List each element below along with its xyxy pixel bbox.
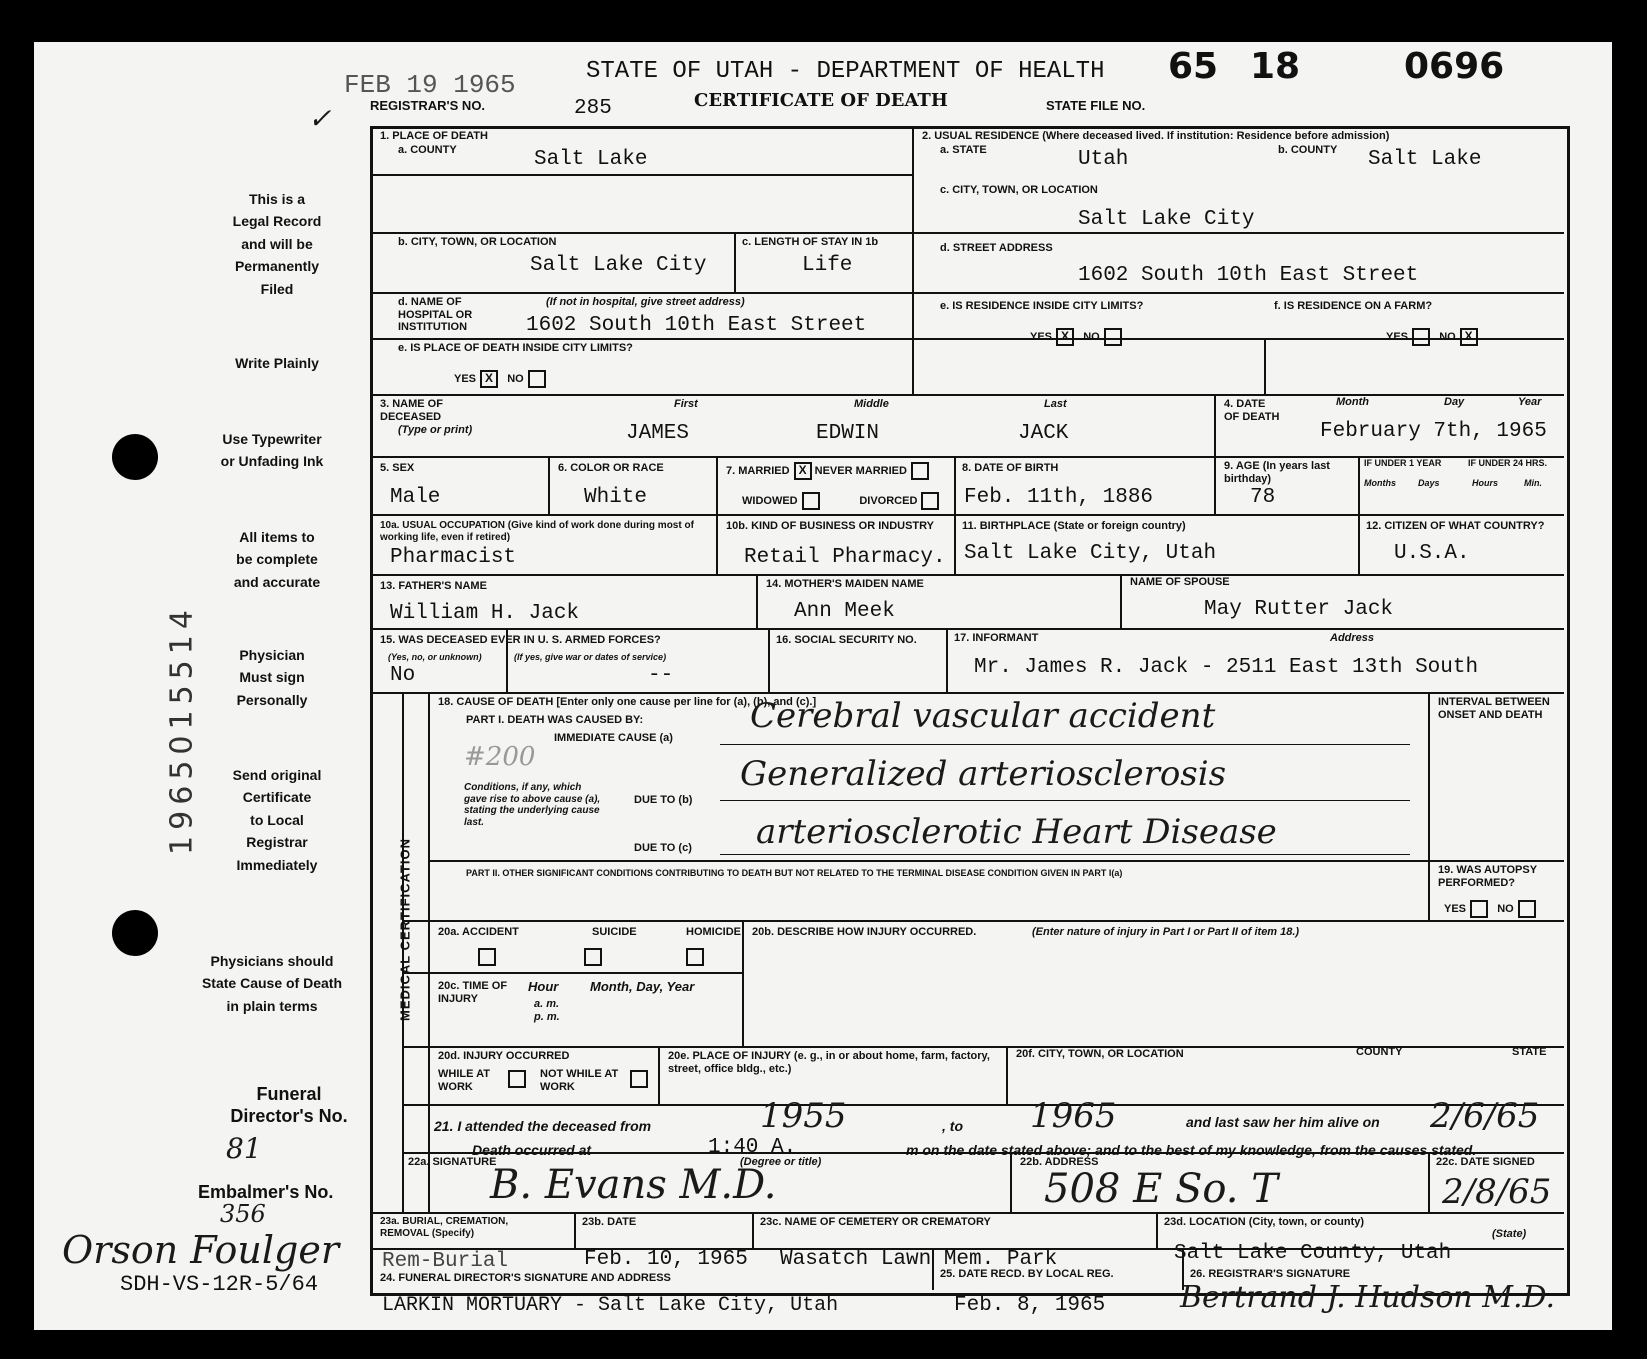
certificate-paper (34, 42, 1612, 1330)
sidebar-note-line: to Local (250, 811, 304, 828)
registrar-signature: Bertrand J. Hudson M.D. (1180, 1280, 1556, 1315)
label-physician-address: 22b. ADDRESS (1020, 1156, 1099, 1168)
label-service-note: (If yes, give war or dates of service) (514, 652, 667, 662)
label-res-county: b. COUNTY (1278, 144, 1338, 156)
label-days: Days (1418, 478, 1440, 488)
race: White (584, 486, 648, 509)
birthplace: Salt Lake City, Utah (964, 542, 1217, 565)
mother-name: Ann Meek (794, 600, 895, 623)
embalmer-no: 356 (220, 1200, 266, 1228)
sidebar-note-line: Physician (239, 647, 305, 663)
checkbox-res-yes[interactable]: X (1056, 328, 1074, 346)
sidebar-note-line: and will be (241, 235, 313, 252)
label-race: 6. COLOR OR RACE (558, 462, 664, 474)
sidebar-note-line: in plain terms (226, 997, 318, 1014)
label-date-of-death: 4. DATE OF DEATH (1224, 398, 1280, 423)
sidebar-note-line: Filed (260, 280, 294, 297)
label-death-city: b. CITY, TOWN, OR LOCATION (398, 236, 557, 248)
label-armed-forces: 15. WAS DECEASED EVER IN U. S. ARMED FORCES? (380, 634, 661, 646)
sidebar-note-line: All items to (239, 529, 315, 545)
checkbox-place-no[interactable] (528, 370, 546, 388)
medical-certification-label: MEDICAL CERTIFICATION (397, 838, 413, 1022)
checkbox-widowed[interactable] (802, 492, 820, 510)
checkbox-divorced[interactable] (921, 492, 939, 510)
label-sex: 5. SEX (380, 462, 415, 474)
embalmer-label: Embalmer's No. (198, 1182, 334, 1202)
label-part-2: PART II. OTHER SIGNIFICANT CONDITIONS CONTRIBUTING TO DEATH BUT NOT RELATED TO THE TERMINAL DISEASE CONDITION GIVEN IN PART I(a) (466, 868, 1123, 878)
sidebar-note-line: be complete (236, 551, 318, 568)
sidebar-note-line: Physicians should (210, 953, 334, 969)
label-name-deceased: 3. NAME OF DECEASED (380, 398, 443, 423)
res-city-limits-options: YES X NO (1030, 328, 1122, 346)
label-date-recd: 25. DATE RECD. BY LOCAL REG. (940, 1268, 1114, 1280)
checkbox-homicide[interactable] (686, 948, 704, 966)
label-conditions: Conditions, if any, which gave rise to above cause (a), stating the underlying cause last. (464, 782, 601, 828)
last-name: JACK (1018, 422, 1069, 445)
sidebar-note-line: Use Typewriter (222, 431, 322, 447)
label-res-city: c. CITY, TOWN, OR LOCATION (940, 184, 1098, 196)
checkbox-suicide[interactable] (584, 948, 602, 966)
label-date-signed: 22c. DATE SIGNED (1436, 1156, 1535, 1168)
burial-location: Salt Lake County, Utah (1174, 1242, 1452, 1265)
label-mdy: Month, Day, Year (590, 979, 695, 994)
label-time-of-injury: 20c. TIME OF INJURY (438, 980, 508, 1005)
punch-hole-top (112, 434, 158, 480)
label-middle: Middle (854, 398, 889, 410)
label-res-city-limits: e. IS RESIDENCE INSIDE CITY LIMITS? (940, 300, 1144, 312)
length-of-stay: Life (802, 254, 853, 277)
file-no-a: 65 (1168, 46, 1219, 87)
label-injury-city: 20f. CITY, TOWN, OR LOCATION (1016, 1048, 1184, 1060)
label-funeral-director: 24. FUNERAL DIRECTOR'S SIGNATURE AND ADDRESS (380, 1272, 671, 1284)
checkbox-farm-no[interactable]: X (1460, 328, 1478, 346)
checkbox-farm-yes[interactable] (1412, 328, 1430, 346)
punch-hole-bottom (112, 910, 158, 956)
sidebar-note-line: This is a (248, 191, 306, 207)
label-part-1: PART I. DEATH WAS CAUSED BY: (466, 714, 644, 726)
label-street: d. STREET ADDRESS (940, 242, 1053, 254)
checkbox-autopsy-no[interactable] (1518, 900, 1536, 918)
label-type-or-print: (Type or print) (398, 424, 473, 436)
checkbox-while-work[interactable] (508, 1070, 526, 1088)
checkbox-accident[interactable] (478, 948, 496, 966)
date-received: Feb. 8, 1965 (954, 1294, 1106, 1317)
label-occurred-tail: m on the date stated above; and to the best of my knowledge, from the causes stated. (906, 1142, 1477, 1158)
note-state-cause (182, 950, 362, 1017)
informant: Mr. James R. Jack - 2511 East 13th South (974, 656, 1479, 679)
label-attended: 21. I attended the deceased from (434, 1118, 652, 1134)
label-length-of-stay: c. LENGTH OF STAY IN 1b (742, 236, 879, 248)
last-saw-date: 2/6/65 (1430, 1096, 1540, 1136)
attended-to: 1965 (1030, 1096, 1117, 1136)
cause-c: arteriosclerotic Heart Disease (756, 812, 1277, 852)
sidebar-note-line: and accurate (233, 573, 321, 590)
label-occupation: 10a. USUAL OCCUPATION (Give kind of work done during most of working life, even if retired) (380, 520, 694, 543)
label-accident: 20a. ACCIDENT (438, 926, 519, 938)
cause-code: #200 (464, 742, 536, 772)
sidebar-note-line: State Cause of Death (201, 975, 343, 992)
sidebar-note-line: Registrar (246, 834, 308, 851)
attended-from: 1955 (760, 1096, 847, 1136)
death-date: February 7th, 1965 (1320, 420, 1547, 443)
label-not-work: NOT WHILE AT WORK (540, 1068, 619, 1093)
registrar-label: REGISTRAR'S NO. (370, 98, 486, 113)
burial-type: Rem-Burial (382, 1250, 509, 1273)
state-file-label: STATE FILE NO. (1046, 98, 1146, 113)
sidebar-note-line: Send original (232, 767, 322, 783)
label-birthplace: 11. BIRTHPLACE (State or foreign country) (962, 520, 1186, 532)
label-homicide: HOMICIDE (686, 926, 741, 938)
service-dates: -- (648, 664, 674, 687)
armed-forces: No (390, 664, 416, 687)
label-county: a. COUNTY (398, 144, 457, 156)
label-min: Min. (1524, 478, 1542, 488)
funeral-director-label: Funeral Director's No. (230, 1084, 348, 1126)
label-due-to-c: DUE TO (c) (634, 842, 692, 854)
label-registrar-signature: 26. REGISTRAR'S SIGNATURE (1190, 1268, 1351, 1280)
cause-b: Generalized arteriosclerosis (740, 754, 1227, 794)
label-burial: 23a. BURIAL, CREMATION, REMOVAL (Specify) (380, 1216, 509, 1239)
birth-date: Feb. 11th, 1886 (964, 486, 1154, 509)
label-spouse: NAME OF SPOUSE (1130, 576, 1230, 588)
marital-row-2: WIDOWED DIVORCED (742, 492, 939, 510)
form-code: SDH-VS-12R-5/64 (120, 1272, 319, 1297)
label-injury-state: STATE (1512, 1046, 1547, 1058)
label-year: Year (1518, 396, 1542, 408)
note-physician-sign (202, 644, 342, 711)
check-mark: ✓ (308, 102, 332, 135)
label-cause-of-death: 18. CAUSE OF DEATH [Enter only one cause per line for (a), (b), and (c).] (438, 696, 817, 708)
label-month: Month (1336, 396, 1369, 408)
label-armed-note: (Yes, no, or unknown) (388, 652, 482, 662)
label-burial-date: 23b. DATE (582, 1216, 637, 1228)
sidebar-note-line: or Unfading Ink (220, 453, 324, 470)
death-time: 1:40 A. (708, 1136, 797, 1159)
label-day: Day (1444, 396, 1465, 408)
death-city: Salt Lake City (530, 254, 707, 277)
label-mother: 14. MOTHER'S MAIDEN NAME (766, 578, 924, 590)
label-first: First (674, 398, 698, 410)
label-autopsy: 19. WAS AUTOPSY PERFORMED? (1438, 864, 1537, 889)
label-state: a. STATE (940, 144, 987, 156)
sidebar-note-line: Permanently (234, 258, 320, 275)
label-hospital: d. NAME OF HOSPITAL OR INSTITUTION (398, 296, 473, 334)
label-under-1-year: IF UNDER 1 YEAR (1364, 458, 1442, 468)
label-address: Address (1330, 632, 1375, 644)
label-last: Last (1044, 398, 1067, 410)
note-complete (202, 526, 352, 593)
label-date-of-birth: 8. DATE OF BIRTH (962, 462, 1059, 474)
sex: Male (390, 486, 441, 509)
checkbox-res-no[interactable] (1104, 328, 1122, 346)
sidebar-note-line: Certificate (242, 789, 312, 806)
label-due-to-b: DUE TO (b) (634, 794, 693, 806)
label-death-occurred: Death occurred at (472, 1142, 592, 1158)
label-injury-how-note: (Enter nature of injury in Part I or Part II of item 18.) (1032, 926, 1300, 938)
label-place-of-death: 1. PLACE OF DEATH (380, 130, 488, 142)
registrar-no: 285 (574, 97, 612, 120)
label-hour: Hour (528, 979, 559, 994)
certificate-title: CERTIFICATE OF DEATH (694, 90, 948, 111)
label-last-saw: and last saw her him alive on (1186, 1114, 1380, 1130)
cause-a: Cerebral vascular accident (750, 696, 1216, 736)
farm-options: YES NO X (1386, 328, 1478, 346)
occupation: Pharmacist (390, 546, 517, 569)
note-send-original (202, 764, 352, 876)
label-signature: 22a. SIGNATURE (408, 1156, 497, 1168)
label-usual-residence: 2. USUAL RESIDENCE (Where deceased lived. If institution: Residence before admission) (922, 130, 1390, 142)
label-degree: (Degree or title) (740, 1156, 822, 1168)
checkbox-married[interactable]: X (794, 462, 812, 480)
sidebar-note-line: Write Plainly (235, 355, 319, 371)
file-no-c: 0696 (1404, 46, 1505, 87)
vertical-number: 1965015514 (164, 604, 200, 855)
residence-state: Utah (1078, 148, 1129, 171)
age: 78 (1250, 486, 1276, 509)
middle-name: EDWIN (816, 422, 880, 445)
label-months: Months (1364, 478, 1396, 488)
label-inside-city-limits: e. IS PLACE OF DEATH INSIDE CITY LIMITS? (398, 342, 633, 354)
label-interval: INTERVAL BETWEEN ONSET AND DEATH (1438, 696, 1550, 721)
label-ssn: 16. SOCIAL SECURITY NO. (776, 634, 917, 646)
burial-date: Feb. 10, 1965 (584, 1248, 748, 1271)
funeral-home: LARKIN MORTUARY - Salt Lake City, Utah (382, 1294, 839, 1317)
label-injury-occurred: 20d. INJURY OCCURRED (438, 1050, 570, 1062)
father-name: William H. Jack (390, 602, 580, 625)
checkbox-place-yes[interactable]: X (480, 370, 498, 388)
place-city-limits-options: YES X NO (454, 370, 546, 388)
physician-signature: B. Evans M.D. (490, 1162, 777, 1208)
label-injury-how: 20b. DESCRIBE HOW INJURY OCCURRED. (752, 926, 977, 938)
sidebar-note-line: Immediately (236, 856, 318, 873)
label-citizen: 12. CITIZEN OF WHAT COUNTRY? (1366, 520, 1545, 532)
date-stamp: FEB 19 1965 (344, 70, 516, 100)
checkbox-never-married[interactable] (911, 462, 929, 480)
label-under-24-hrs: IF UNDER 24 HRS. (1468, 458, 1548, 468)
checkbox-autopsy-yes[interactable] (1470, 900, 1488, 918)
spouse-name: May Rutter Jack (1204, 598, 1394, 621)
residence-street: 1602 South 10th East Street (1078, 264, 1419, 287)
citizen: U.S.A. (1394, 542, 1470, 565)
sidebar-note-line: Legal Record (232, 213, 322, 230)
label-immediate-cause: IMMEDIATE CAUSE (a) (554, 732, 673, 744)
label-place-of-injury: 20e. PLACE OF INJURY (e. g., in or about home, farm, factory, street, office bldg., etc.) (668, 1050, 990, 1075)
date-signed: 2/8/65 (1442, 1172, 1552, 1212)
label-ampm: a. m. p. m. (534, 998, 560, 1023)
death-county: Salt Lake (534, 148, 648, 171)
sidebar-note-line: Must sign (239, 669, 305, 686)
label-father: 13. FATHER'S NAME (380, 580, 487, 592)
label-cemetery: 23c. NAME OF CEMETERY OR CREMATORY (760, 1216, 991, 1228)
label-farm: f. IS RESIDENCE ON A FARM? (1274, 300, 1433, 312)
note-write-plainly (212, 352, 342, 374)
business: Retail Pharmacy. (744, 546, 946, 569)
label-hours: Hours (1472, 478, 1499, 488)
note-typewriter (192, 428, 352, 473)
label-suicide: SUICIDE (592, 926, 637, 938)
file-no-b: 18 (1250, 46, 1301, 87)
embalmer-signature: Orson Foulger (62, 1228, 340, 1272)
label-while-work: WHILE AT WORK (438, 1068, 490, 1093)
vertical-number-wrap (152, 552, 212, 912)
hospital-address: 1602 South 10th East Street (526, 314, 867, 337)
label-burial-location: 23d. LOCATION (City, town, or county) (1164, 1216, 1365, 1228)
agency-title: STATE OF UTAH - DEPARTMENT OF HEALTH (586, 58, 1105, 85)
label-hospital-note: (If not in hospital, give street address) (546, 296, 745, 308)
marital-row-1: 7. MARRIED X NEVER MARRIED (726, 462, 929, 480)
note-legal-record (212, 188, 342, 300)
cemetery: Wasatch Lawn Mem. Park (780, 1248, 1058, 1271)
checkbox-not-work[interactable] (630, 1070, 648, 1088)
label-to: , to (942, 1118, 963, 1134)
label-business: 10b. KIND OF BUSINESS OR INDUSTRY (726, 520, 935, 532)
label-informant: 17. INFORMANT (954, 632, 1039, 644)
physician-address: 508 E So. T (1044, 1166, 1278, 1212)
label-state-paren: (State) (1492, 1228, 1527, 1240)
label-age: 9. AGE (In years last birthday) (1224, 460, 1330, 485)
label-injury-county: COUNTY (1356, 1046, 1403, 1058)
sidebar-note-line: Personally (236, 691, 308, 708)
autopsy-options: YES NO (1444, 900, 1536, 918)
residence-county: Salt Lake (1368, 148, 1482, 171)
residence-city: Salt Lake City (1078, 208, 1255, 231)
first-name: JAMES (626, 422, 690, 445)
funeral-director-no: 81 (226, 1132, 262, 1165)
